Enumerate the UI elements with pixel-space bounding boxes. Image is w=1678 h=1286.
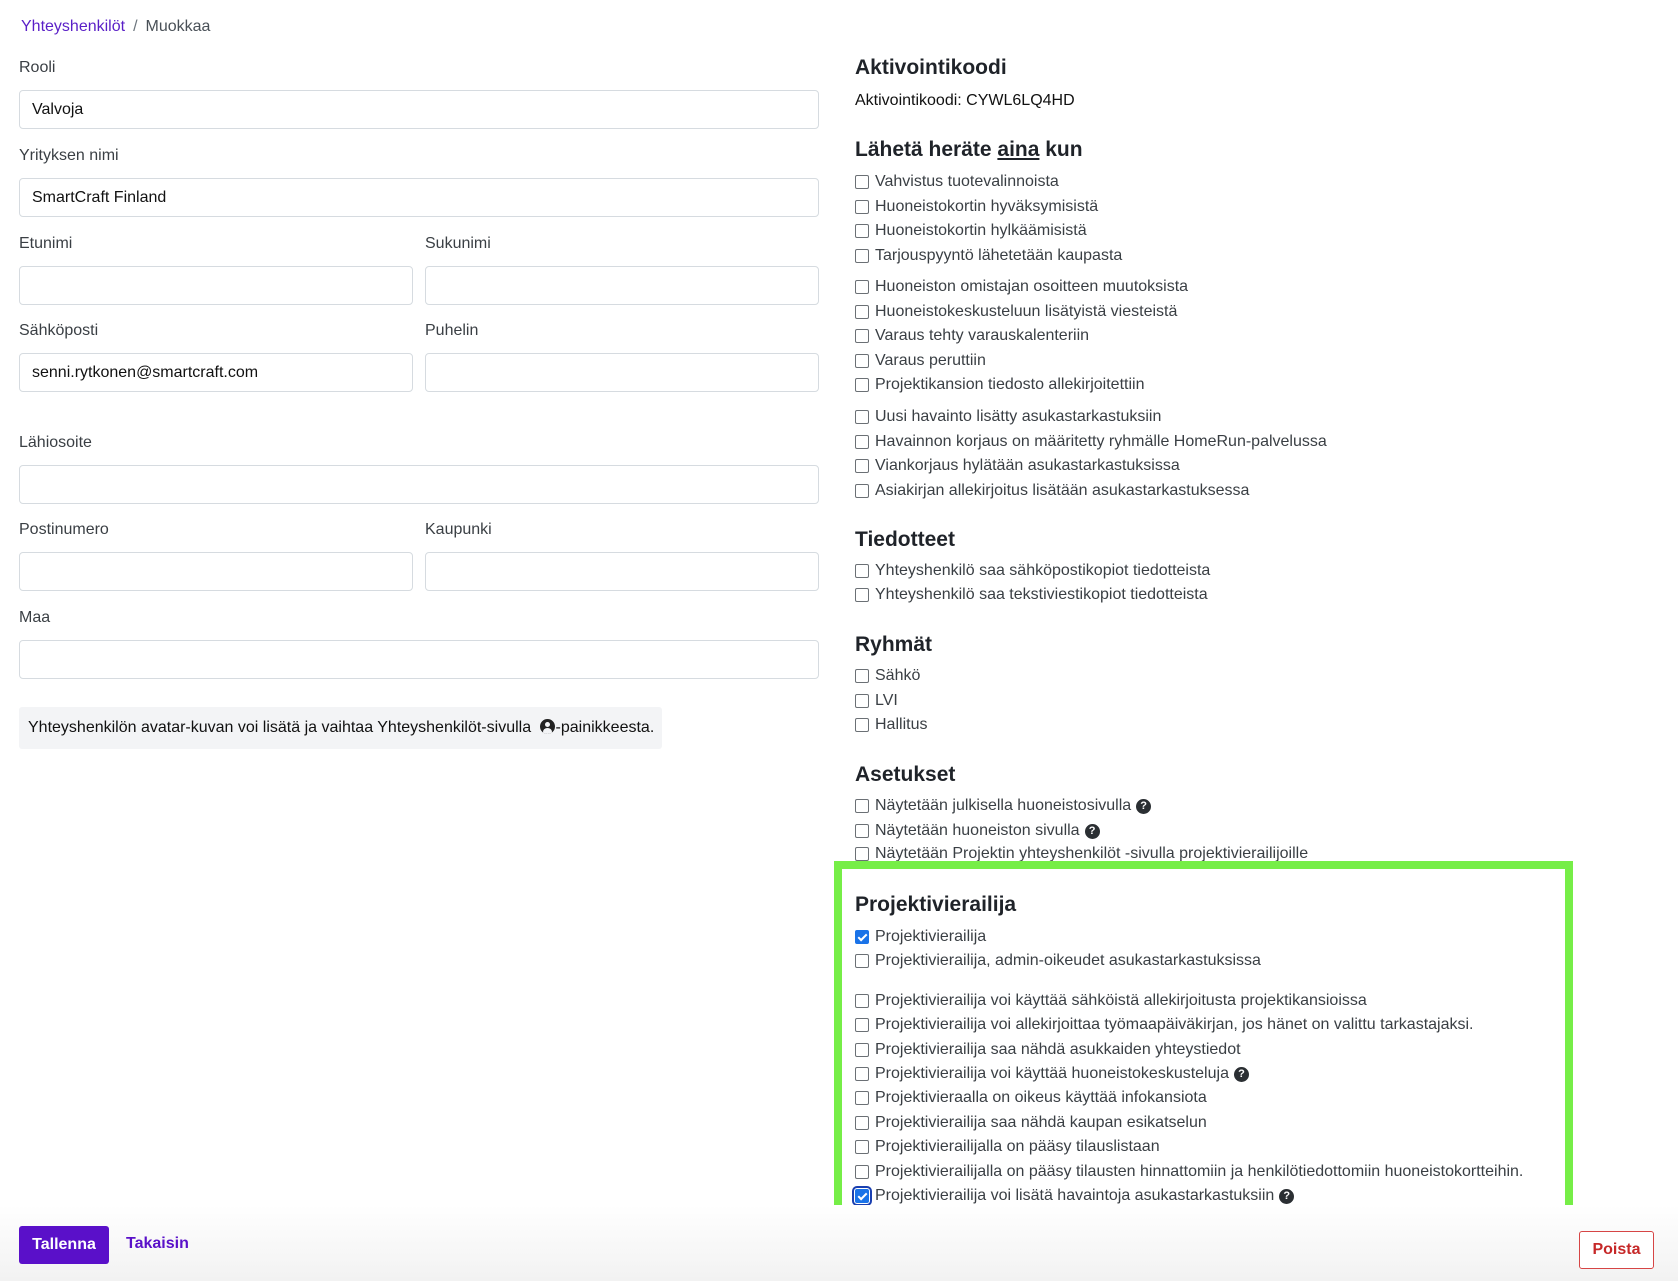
settings-item[interactable]: Näytetään Projektin yhteyshenkilöt -sivulla projektivierailijoille — [855, 843, 1308, 862]
visitor-item[interactable]: Projektivierailija saa nähdä kaupan esikatselun — [855, 1112, 1207, 1134]
settings-title: Asetukset — [855, 763, 956, 786]
visitor-item[interactable]: Projektivierailija voi lisätä havaintoja asukastarkastuksiin ? — [855, 1185, 1294, 1207]
address-label: Lähiosoite — [19, 434, 92, 451]
address-input[interactable] — [19, 465, 819, 504]
company-label: Yrityksen nimi — [19, 147, 119, 164]
checkbox[interactable] — [855, 280, 869, 294]
group-item[interactable]: LVI — [855, 690, 898, 712]
notify-item[interactable]: Huoneiston omistajan osoitteen muutoksista — [855, 276, 1188, 298]
back-link[interactable]: Takaisin — [126, 1235, 189, 1252]
save-button[interactable]: Tallenna — [19, 1226, 109, 1264]
settings-clipped-row — [850, 838, 1350, 862]
avatar-info-text: Yhteyshenkilön avatar-kuvan voi lisätä ja vaihtaa Yhteyshenkilöt-sivulla — [28, 719, 536, 736]
help-icon[interactable]: ? — [1136, 799, 1151, 814]
checkbox[interactable] — [855, 249, 869, 263]
notify-item[interactable]: Viankorjaus hylätään asukastarkastuksissa — [855, 455, 1180, 477]
breadcrumb-separator: / — [133, 18, 138, 35]
last-name-input[interactable] — [425, 266, 819, 305]
activation-title: Aktivointikoodi — [855, 56, 1007, 79]
checkbox[interactable] — [855, 354, 869, 368]
notify-item[interactable]: Huoneistokeskusteluun lisätyistä viesteistä — [855, 301, 1177, 323]
phone-input[interactable] — [425, 353, 819, 392]
checkbox[interactable] — [855, 329, 869, 343]
breadcrumb — [21, 18, 210, 36]
bulletins-item[interactable]: Yhteyshenkilö saa sähköpostikopiot tiedotteista — [855, 560, 1210, 582]
help-icon[interactable]: ? — [1234, 1067, 1249, 1082]
checkbox[interactable] — [855, 484, 869, 498]
visitor-item[interactable]: Projektivierailija voi käyttää sähköistä allekirjoitusta projektikansioissa — [855, 990, 1367, 1012]
avatar-info-box — [19, 707, 662, 749]
checkbox[interactable] — [855, 459, 869, 473]
avatar-info-text-end: -painikkeesta. — [555, 719, 655, 736]
settings-item[interactable]: Näytetään julkisella huoneistosivulla ? — [855, 795, 1151, 817]
first-name-input[interactable] — [19, 266, 413, 305]
notify-item[interactable]: Huoneistokortin hyväksymisistä — [855, 196, 1098, 218]
role-input[interactable]: Valvoja — [19, 90, 819, 129]
checkbox[interactable] — [855, 847, 869, 861]
city-input[interactable] — [425, 552, 819, 591]
checkbox[interactable] — [855, 694, 869, 708]
visitor-item[interactable]: Projektivierailijalla on pääsy tilauslistaan — [855, 1136, 1160, 1158]
visitor-item[interactable]: Projektivierailija voi allekirjoittaa työmaapäiväkirjan, jos hänet on valittu tarkastajaksi. — [855, 1014, 1474, 1036]
breadcrumb-current: Muokkaa — [145, 18, 211, 35]
checkbox[interactable] — [855, 564, 869, 578]
group-item[interactable]: Sähkö — [855, 665, 920, 687]
groups-title: Ryhmät — [855, 633, 933, 656]
visitor-item[interactable]: Projektivieraalla on oikeus käyttää infokansiota — [855, 1087, 1207, 1109]
country-label: Maa — [19, 609, 51, 626]
notify-item[interactable]: Tarjouspyyntö lähetetään kaupasta — [855, 245, 1122, 267]
help-icon[interactable]: ? — [1085, 824, 1100, 839]
visitor-title: Projektivierailija — [855, 893, 1017, 916]
checkbox[interactable] — [855, 305, 869, 319]
activation-code: Aktivointikoodi: CYWL6LQ4HD — [855, 92, 1075, 109]
bulletins-item[interactable]: Yhteyshenkilö saa tekstiviestikopiot tiedotteista — [855, 584, 1208, 606]
notify-item[interactable]: Varaus peruttiin — [855, 350, 986, 372]
settings-item[interactable]: Näytetään huoneiston sivulla ? — [855, 820, 1100, 842]
notify-title: Lähetä heräte aina kun — [855, 138, 1083, 161]
notify-item[interactable]: Vahvistus tuotevalinnoista — [855, 171, 1059, 193]
postal-code-input[interactable] — [19, 552, 413, 591]
notify-item[interactable]: Asiakirjan allekirjoitus lisätään asukastarkastuksessa — [855, 480, 1249, 502]
visitor-item[interactable]: Projektivierailija voi käyttää huoneistokeskusteluja ? — [855, 1063, 1249, 1085]
last-name-label: Sukunimi — [425, 235, 491, 252]
checkbox[interactable] — [855, 799, 869, 813]
city-label: Kaupunki — [425, 521, 492, 538]
highlight-box — [834, 861, 1573, 1246]
notify-item[interactable]: Uusi havainto lisätty asukastarkastuksiin — [855, 406, 1161, 428]
delete-button[interactable]: Poista — [1579, 1231, 1654, 1269]
checkbox[interactable] — [855, 224, 869, 238]
checkbox[interactable] — [855, 824, 869, 838]
checkbox[interactable] — [855, 410, 869, 424]
phone-label: Puhelin — [425, 322, 479, 339]
checkbox[interactable] — [855, 175, 869, 189]
user-circle-icon — [540, 719, 555, 734]
checkbox[interactable] — [855, 718, 869, 732]
footer-bar — [0, 1205, 1678, 1281]
country-input[interactable] — [19, 640, 819, 679]
visitor-item[interactable]: Projektivierailija, admin-oikeudet asukastarkastuksissa — [855, 950, 1261, 972]
email-label: Sähköposti — [19, 322, 99, 339]
notify-item[interactable]: Varaus tehty varauskalenteriin — [855, 325, 1089, 347]
checkbox[interactable] — [855, 588, 869, 602]
group-item[interactable]: Hallitus — [855, 714, 927, 736]
bulletins-title: Tiedotteet — [855, 528, 955, 551]
first-name-label: Etunimi — [19, 235, 73, 252]
checkbox[interactable] — [855, 378, 869, 392]
postal-code-label: Postinumero — [19, 521, 109, 538]
checkbox[interactable] — [855, 435, 869, 449]
notify-item[interactable]: Huoneistokortin hylkäämisistä — [855, 220, 1087, 242]
company-input[interactable]: SmartCraft Finland — [19, 178, 819, 217]
visitor-item[interactable]: Projektivierailija — [855, 926, 986, 948]
visitor-item[interactable]: Projektivierailijalla on pääsy tilausten hinnattomiin ja henkilötiedottomiin huoneistokortteihin. — [855, 1161, 1523, 1183]
visitor-item[interactable]: Projektivierailija saa nähdä asukkaiden yhteystiedot — [855, 1039, 1241, 1061]
checkbox[interactable] — [855, 200, 869, 214]
help-icon[interactable]: ? — [1279, 1189, 1294, 1204]
notify-item[interactable]: Projektikansion tiedosto allekirjoitettiin — [855, 374, 1144, 396]
notify-item[interactable]: Havainnon korjaus on määritetty ryhmälle HomeRun-palvelussa — [855, 431, 1327, 453]
role-label: Rooli — [19, 59, 56, 76]
email-input[interactable]: senni.rytkonen@smartcraft.com — [19, 353, 413, 392]
checkbox[interactable] — [855, 669, 869, 683]
breadcrumb-link-contacts[interactable]: Yhteyshenkilöt — [21, 18, 126, 35]
